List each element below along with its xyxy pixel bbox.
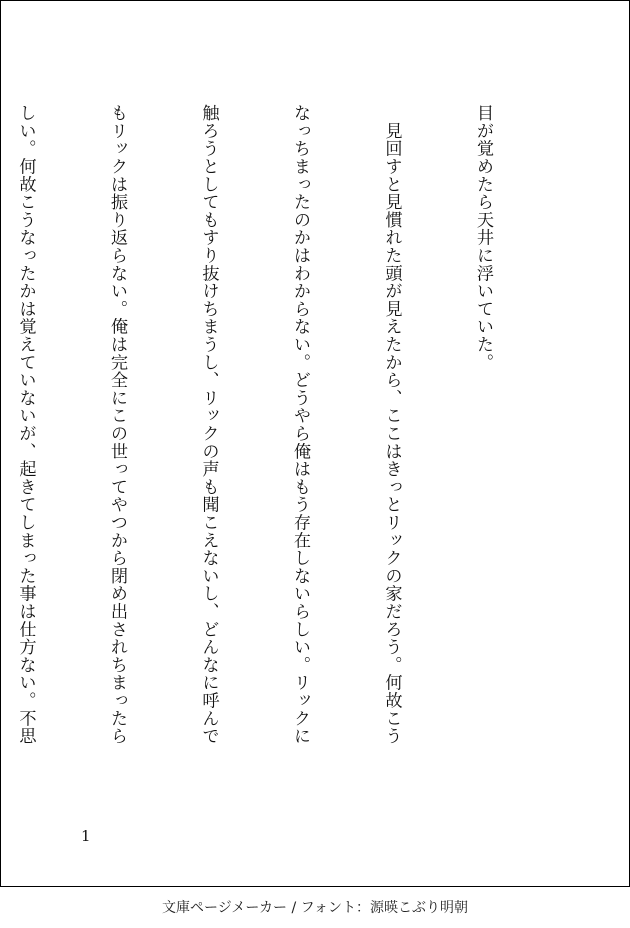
footer-credit: 文庫ページメーカー / フォント：源暎こぶり明朝: [162, 900, 468, 916]
text-line: 目が覚めたら天井に浮いていた。: [473, 104, 493, 371]
text-line: 見回すと見慣れた頭が見えたから、ここはきっとリックの家だろう。何故こう: [381, 104, 402, 745]
page-number: 1: [81, 827, 91, 845]
text-line: もリックは振り返らない。俺は完全にこの世ってやつから閉め出されちまったら: [107, 104, 127, 745]
text-line: なっちまったのかはわからない。どうやら俺はもう存在しないらしい。リックに: [290, 104, 310, 745]
text-line: 触ろうとしてもすり抜けちまうし、リックの声も聞こえないし、どんなに呼んで: [198, 104, 219, 745]
text-line: しい。何故こうなったかは覚えていないが、起きてしまった事は仕方ない。不思: [15, 104, 36, 745]
vertical-text-body: [0, 104, 559, 784]
